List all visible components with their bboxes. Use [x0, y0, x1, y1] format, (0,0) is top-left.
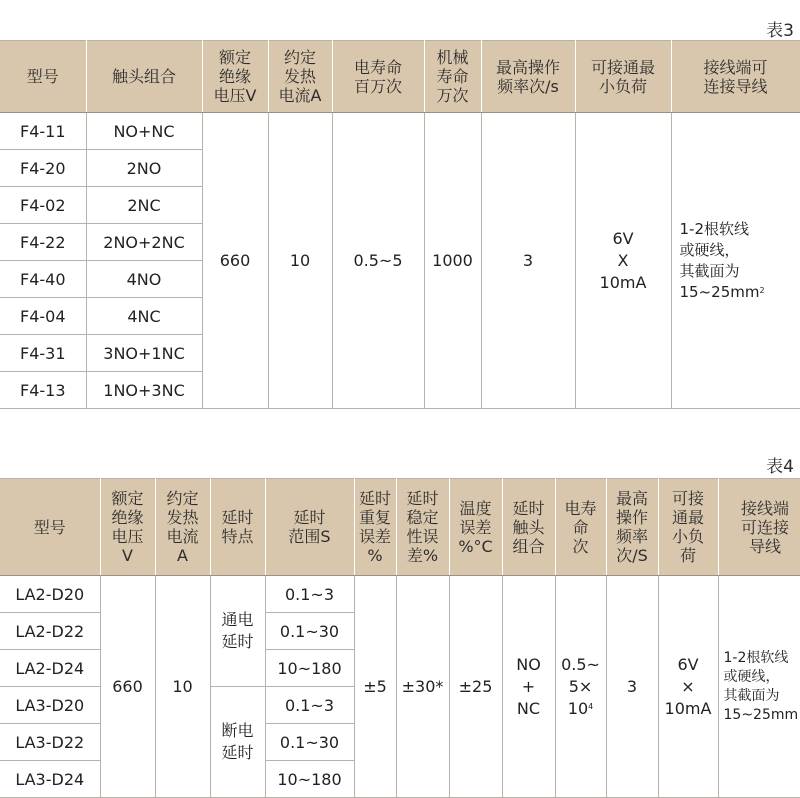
header-min-load: 可接通最 小负荷: [575, 41, 671, 113]
header-contacts: 触头组合: [86, 41, 202, 113]
model-cell: F4-20: [0, 150, 86, 187]
contacts-cell: 4NC: [86, 298, 202, 335]
header-wire: 接线端可 连接导线: [671, 41, 800, 113]
header-voltage: 额定 绝缘 电压V: [202, 41, 268, 113]
contacts-cell: 2NO: [86, 150, 202, 187]
repeat-error-cell: ±5: [354, 576, 396, 798]
model-cell: F4-22: [0, 224, 86, 261]
header-min-load: 可接 通最 小负 荷: [658, 479, 718, 576]
range-cell: 0.1~3: [265, 576, 354, 613]
stability-error-cell: ±30*: [396, 576, 449, 798]
range-cell: 10~180: [265, 650, 354, 687]
table3-header-row: [0, 41, 800, 113]
electrical-life-cell: 0.5~5: [332, 113, 424, 409]
header-repeat-error: 延时 重复 误差 %: [354, 479, 396, 576]
model-cell: LA3-D20: [0, 687, 100, 724]
elec-life-text: 0.5~ 5× 10: [561, 654, 600, 718]
frequency-cell: 3: [481, 113, 575, 409]
temp-error-cell: ±25: [449, 576, 502, 798]
header-contact-combo: 延时 触头 组合: [502, 479, 555, 576]
table3: [0, 40, 800, 409]
contacts-cell: 4NO: [86, 261, 202, 298]
range-cell: 0.1~30: [265, 724, 354, 761]
header-frequency: 最高操作 频率次/s: [481, 41, 575, 113]
current-cell: 10: [268, 113, 332, 409]
table4: [0, 478, 800, 798]
header-electrical-life: 电寿命 百万次: [332, 41, 424, 113]
wire-cell: [671, 113, 800, 409]
elec-life-superscript: 4: [588, 701, 594, 711]
elec-life-cell: [555, 576, 606, 798]
model-cell: LA2-D24: [0, 650, 100, 687]
voltage-cell: 660: [202, 113, 268, 409]
wire-text: 1-2根软线 或硬线， 其截面为 15~25mm: [679, 219, 760, 301]
header-current: 约定 发热 电流A: [268, 41, 332, 113]
table4-caption: 表4: [766, 457, 794, 477]
header-current: 约定 发热 电流 A: [155, 479, 210, 576]
model-cell: F4-04: [0, 298, 86, 335]
wire-superscript: 2: [759, 285, 765, 295]
frequency-cell: 3: [606, 576, 658, 798]
table-row: [0, 576, 800, 613]
delay-off-cell: 断电 延时: [210, 687, 265, 798]
contacts-cell: 1NO+3NC: [86, 372, 202, 409]
model-cell: LA2-D20: [0, 576, 100, 613]
delay-on-cell: 通电 延时: [210, 576, 265, 687]
contacts-cell: NO+NC: [86, 113, 202, 150]
model-cell: F4-40: [0, 261, 86, 298]
header-model: 型号: [0, 479, 100, 576]
min-load-cell: 6V × 10mA: [658, 576, 718, 798]
header-delay-range: 延时 范围S: [265, 479, 354, 576]
wire-cell: 1-2根软线 或硬线， 其截面为 15~25mm: [718, 576, 800, 798]
voltage-cell: 660: [100, 576, 155, 798]
range-cell: 10~180: [265, 761, 354, 798]
range-cell: 0.1~30: [265, 613, 354, 650]
header-model: 型号: [0, 41, 86, 113]
range-cell: 0.1~3: [265, 687, 354, 724]
header-frequency: 最高 操作 频率 次/S: [606, 479, 658, 576]
header-temp-error: 温度 误差 %°C: [449, 479, 502, 576]
model-cell: F4-13: [0, 372, 86, 409]
header-voltage: 额定 绝缘 电压 V: [100, 479, 155, 576]
contacts-cell: 3NO+1NC: [86, 335, 202, 372]
current-cell: 10: [155, 576, 210, 798]
min-load-cell: 6V X 10mA: [575, 113, 671, 409]
table4-header-row: [0, 479, 800, 576]
header-elec-life: 电寿 命 次: [555, 479, 606, 576]
model-cell: F4-02: [0, 187, 86, 224]
contacts-cell: 2NC: [86, 187, 202, 224]
model-cell: F4-11: [0, 113, 86, 150]
model-cell: LA3-D24: [0, 761, 100, 798]
table-row: [0, 113, 800, 150]
model-cell: LA3-D22: [0, 724, 100, 761]
header-wire: 接线端 可连接 导线: [718, 479, 800, 576]
table3-caption: 表3: [766, 21, 794, 41]
contacts-cell: 2NO+2NC: [86, 224, 202, 261]
mechanical-life-cell: 1000: [424, 113, 481, 409]
header-delay-type: 延时 特点: [210, 479, 265, 576]
contact-combo-cell: NO + NC: [502, 576, 555, 798]
header-stability-error: 延时 稳定 性误 差%: [396, 479, 449, 576]
model-cell: LA2-D22: [0, 613, 100, 650]
model-cell: F4-31: [0, 335, 86, 372]
header-mechanical-life: 机械 寿命 万次: [424, 41, 481, 113]
